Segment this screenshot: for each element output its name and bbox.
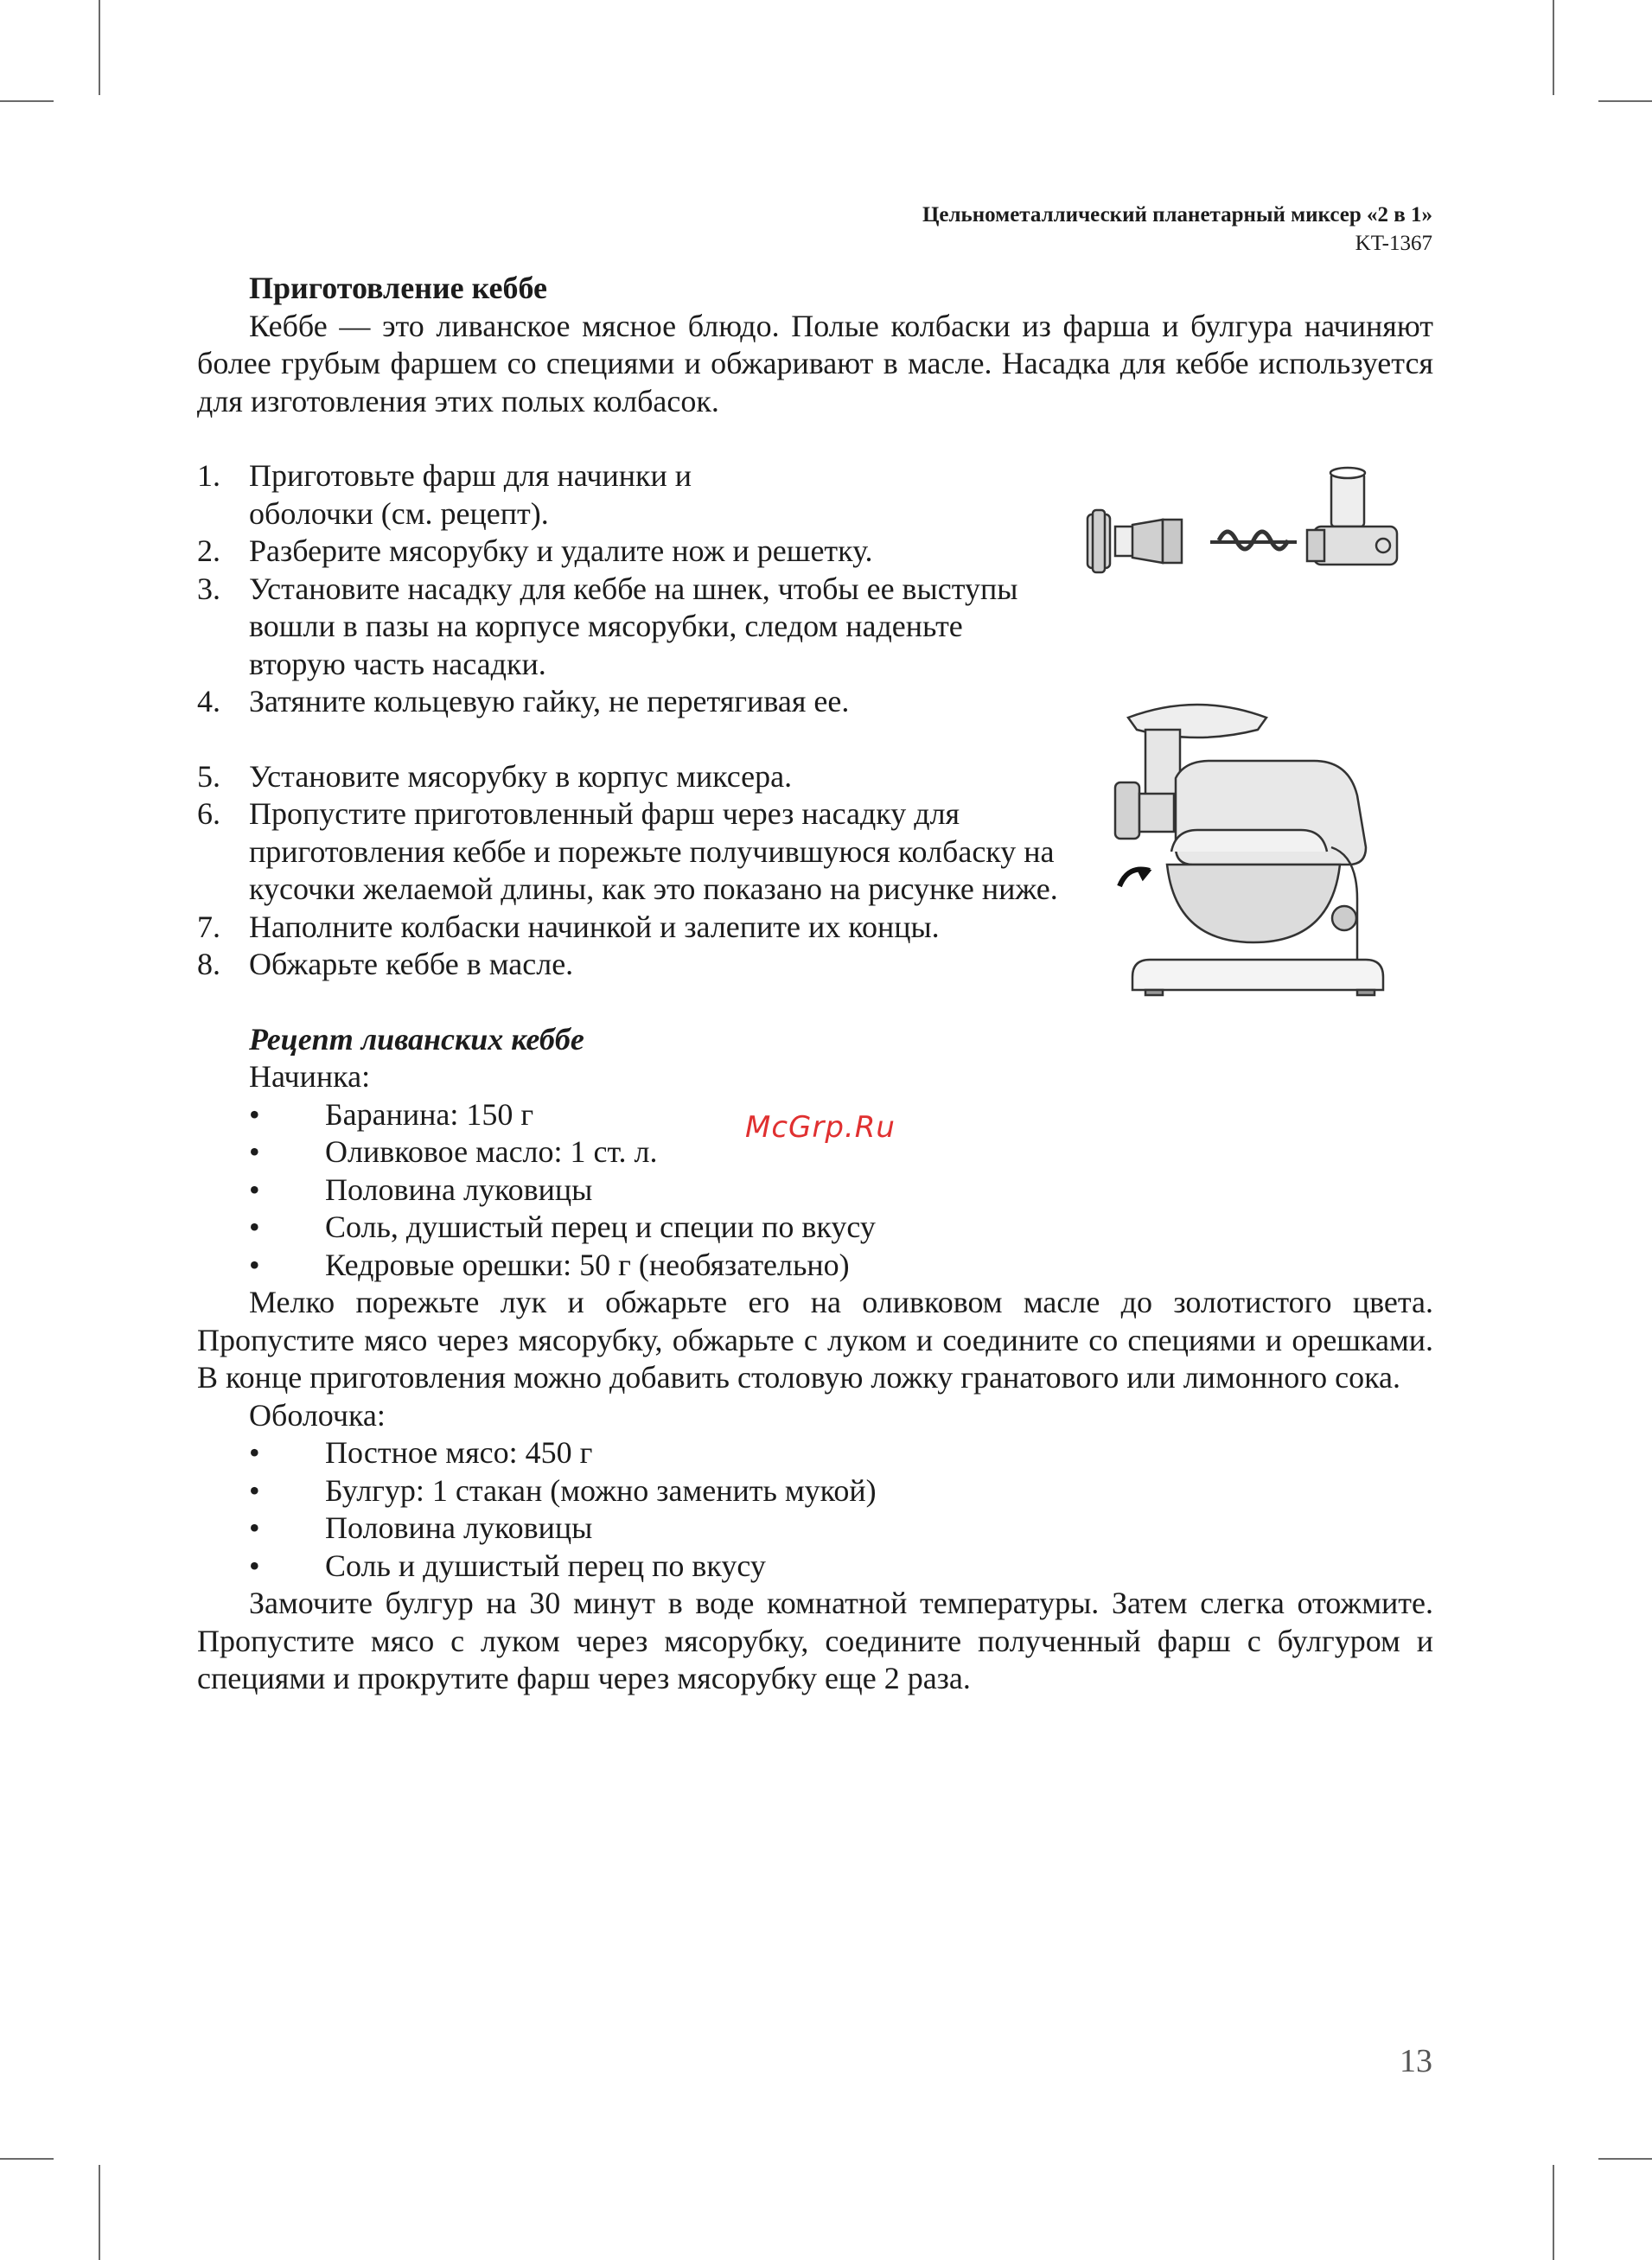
- list-item: 2. Разберите мясорубку и удалите нож и решетку.: [197, 533, 873, 568]
- filling-paragraph: Мелко порежьте лук и обжарьте его на оливковом масле до золотистого цвета. Пропустите мясо через мясорубку, обжарьте с луком и соедините со специями и орешками. В конце приготовления можно добавить столовую ложку гранатового или лимонного сока.: [197, 1285, 1433, 1395]
- filling-label: Начинка:: [249, 1059, 371, 1094]
- header-title: Цельнометаллический планетарный миксер «2 в 1»: [922, 203, 1432, 227]
- crop-mark: [99, 2165, 100, 2260]
- list-item: • Соль и душистый перец по вкусу: [249, 1548, 766, 1583]
- crop-mark: [0, 100, 54, 102]
- running-header: [922, 201, 1432, 258]
- list-item: • Кедровые орешки: 50 г (необязательно): [249, 1247, 850, 1282]
- list-item: • Булгур: 1 стакан (можно заменить мукой): [249, 1472, 877, 1508]
- list-item: • Соль, душистый перец и специи по вкусу: [249, 1210, 876, 1244]
- grinder-parts-figure: [1081, 463, 1409, 584]
- crop-mark: [1598, 100, 1652, 102]
- list-item: 5. Установите мясорубку в корпус миксера.: [197, 758, 793, 794]
- crop-mark: [1598, 2158, 1652, 2160]
- list-item: 1. Приготовьте фарш для начинки и оболочки (см. рецепт).: [197, 458, 692, 531]
- list-item: • Постное мясо: 450 г: [249, 1435, 593, 1470]
- list-item: • Половина луковицы: [249, 1171, 593, 1207]
- recipe-title: Рецепт ливанских кеббе: [249, 1021, 584, 1057]
- list-item: 8. Обжарьте кеббе в масле.: [197, 947, 574, 981]
- shell-paragraph: Замочите булгур на 30 минут в воде комнатной температуры. Затем слегка отожмите. Пропустите мясо с луком через мясорубку, соедините полученный фарш с булгуром и специями и прокрутите фарш через мясорубку еще 2 раза.: [197, 1586, 1433, 1695]
- header-model: KT-1367: [1355, 232, 1432, 255]
- steps-list-a: [197, 457, 1079, 721]
- list-item: • Оливковое масло: 1 ст. л.: [249, 1134, 658, 1169]
- list-item: • Баранина: 150 г: [249, 1096, 534, 1132]
- steps-list-b: [197, 758, 1079, 984]
- crop-mark: [99, 0, 100, 95]
- watermark: McGrp.Ru: [745, 1110, 896, 1145]
- list-item: 3. Установите насадку для кеббе на шнек, чтобы ее выступы вошли в пазы на корпусе мясорубки, следом наденьте вторую часть насадки.: [197, 571, 1018, 681]
- crop-mark: [0, 2158, 54, 2160]
- list-item: 6. Пропустите приготовленный фарш через насадку для приготовления кеббе и порежьте получившуюся колбаску на кусочки желаемой длины, как это показано на рисунке ниже.: [197, 796, 1058, 906]
- intro-paragraph: Кеббе — это ливанское мясное блюдо. Полые колбаски из фарша и булгура начиняют более грубым фаршем со специями и обжаривают в масле. Насадка для кеббе используется для изготовления этих полых колбасок.: [197, 308, 1433, 418]
- mixer-figure: [1098, 692, 1409, 1012]
- shell-list: [197, 1434, 1433, 1585]
- crop-mark: [1553, 2165, 1554, 2260]
- section-title: Приготовление кеббе: [249, 271, 547, 305]
- list-item: • Половина луковицы: [249, 1510, 593, 1545]
- crop-mark: [1553, 0, 1554, 95]
- list-item: 7. Наполните колбаски начинкой и залепите их концы.: [197, 909, 940, 944]
- shell-label: Оболочка:: [249, 1397, 386, 1433]
- page-number: 13: [1400, 2043, 1432, 2079]
- list-item: 4. Затяните кольцевую гайку, не перетягивая ее.: [197, 684, 850, 718]
